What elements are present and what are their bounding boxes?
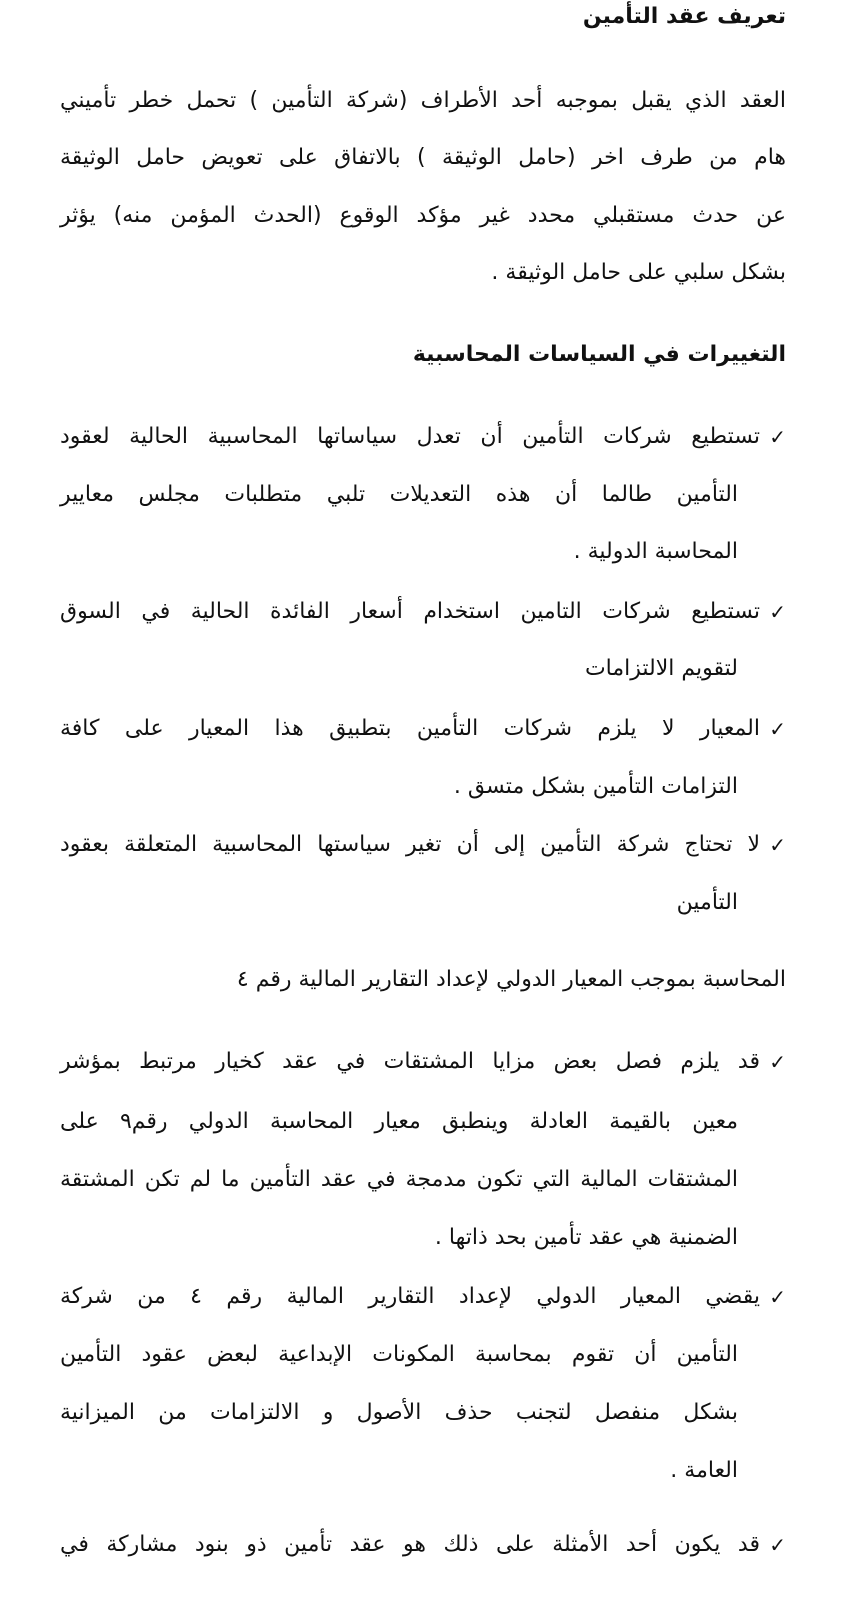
ifrs4-bullet-2-line-4: العامة .: [670, 1458, 738, 1483]
policies-bullet-1-line-3: المحاسبة الدولية .: [573, 539, 738, 564]
ifrs4-bullet-1-line-4: الضمنية هي عقد تأمين بحد ذاتها .: [434, 1225, 738, 1250]
check-mark-icon: ✓: [769, 833, 786, 857]
section-heading-definition: تعريف عقد التأمين: [582, 4, 786, 29]
check-mark-icon: ✓: [769, 717, 786, 741]
policies-bullet-1-line-2: التأمين طالما أن هذه التعديلات تلبي متطلبات مجلس معايير: [60, 482, 738, 507]
definition-line-1: العقد الذي يقبل بموجبه أحد الأطراف (شركة التأمين ) تحمل خطر تأميني: [60, 88, 786, 113]
check-mark-icon: ✓: [769, 1285, 786, 1309]
check-mark-icon: ✓: [769, 600, 786, 624]
definition-line-2: هام من طرف اخر (حامل الوثيقة ) بالاتفاق على تعويض حامل الوثيقة: [60, 145, 786, 170]
ifrs4-bullet-3-line-1: قد يكون أحد الأمثلة على ذلك هو عقد تأمين ذو بنود مشاركة في: [60, 1532, 760, 1557]
ifrs4-bullet-2-line-2: التأمين أن تقوم بمحاسبة المكونات الإبداعية لبعض عقود التأمين: [60, 1342, 738, 1367]
section-heading-ifrs4: المحاسبة بموجب المعيار الدولي لإعداد التقارير المالية رقم ٤: [236, 967, 786, 992]
policies-bullet-1-line-1: تستطيع شركات التأمين أن تعدل سياساتها المحاسبية الحالية لعقود: [60, 424, 760, 449]
check-mark-icon: ✓: [769, 425, 786, 449]
ifrs4-bullet-2-line-3: بشكل منفصل لتجنب حذف الأصول و الالتزامات من الميزانية: [60, 1400, 738, 1425]
policies-bullet-2-line-1: تستطيع شركات التامين استخدام أسعار الفائدة الحالية في السوق: [60, 599, 760, 624]
policies-bullet-4-line-1: لا تحتاج شركة التأمين إلى أن تغير سياستها المحاسبية المتعلقة بعقود: [60, 832, 760, 857]
check-mark-icon: ✓: [769, 1050, 786, 1074]
ifrs4-bullet-1-line-3: المشتقات المالية التي تكون مدمجة في عقد التأمين ما لم تكن المشتقة: [60, 1167, 738, 1192]
check-mark-icon: ✓: [769, 1533, 786, 1557]
definition-line-3: عن حدث مستقبلي محدد غير مؤكد الوقوع (الحدث المؤمن منه) يؤثر: [60, 203, 786, 228]
policies-bullet-2-line-2: لتقويم الالتزامات: [584, 656, 738, 681]
section-heading-policies: التغييرات في السياسات المحاسبية: [412, 342, 786, 367]
policies-bullet-3-line-1: المعيار لا يلزم شركات التأمين بتطبيق هذا المعيار على كافة: [60, 716, 760, 741]
ifrs4-bullet-1-line-1: قد يلزم فصل بعض مزايا المشتقات في عقد كخيار مرتبط بمؤشر: [60, 1049, 760, 1074]
definition-line-4: بشكل سلبي على حامل الوثيقة .: [491, 260, 786, 285]
ifrs4-bullet-1-line-2: معين بالقيمة العادلة وينطبق معيار المحاسبة الدولي رقم٩ على: [60, 1109, 738, 1134]
policies-bullet-4-line-2: التأمين: [676, 890, 738, 915]
policies-bullet-3-line-2: التزامات التأمين بشكل متسق .: [453, 774, 738, 799]
ifrs4-bullet-2-line-1: يقضي المعيار الدولي لإعداد التقارير المالية رقم ٤ من شركة: [60, 1284, 761, 1309]
